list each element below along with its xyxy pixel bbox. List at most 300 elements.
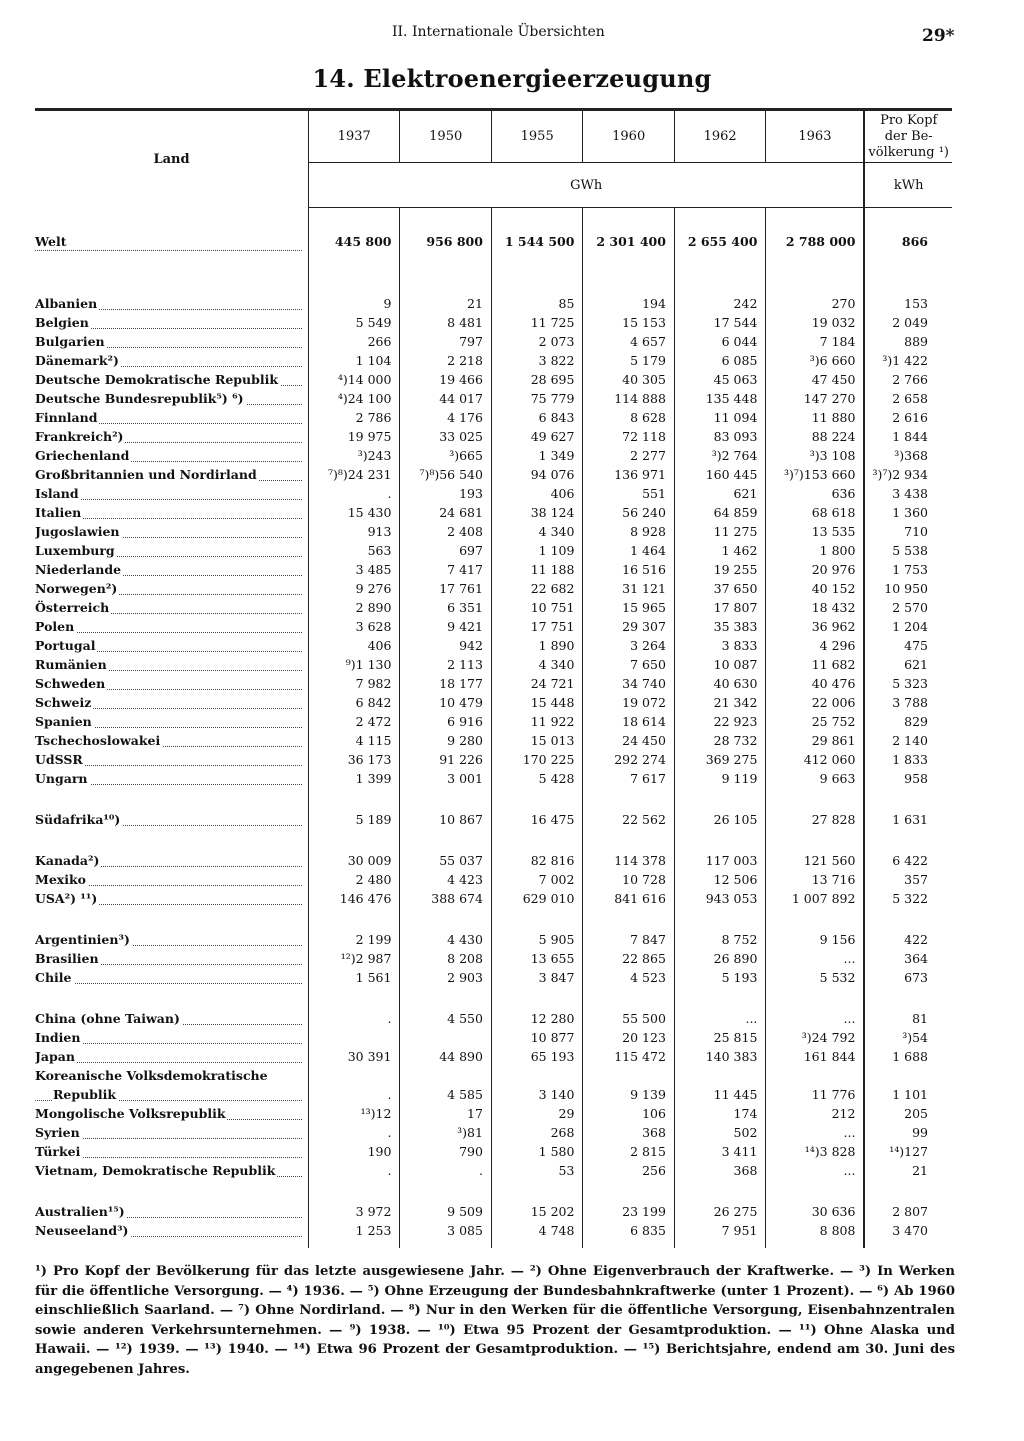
gwh-value: 34 740 [583,674,674,693]
running-header [0,24,1024,44]
table-row [35,230,952,254]
gwh-value: 11 094 [674,408,765,427]
gwh-value: 36 962 [766,617,865,636]
kwh-per-capita-value: 1 204 [864,617,952,636]
gwh-value: 15 013 [491,731,582,750]
gwh-value: 3 822 [491,351,582,370]
gwh-value: 797 [400,332,491,351]
kwh-per-capita-value: 2 570 [864,598,952,617]
gwh-value: 40 476 [766,674,865,693]
gwh-value: 161 844 [766,1047,865,1066]
gwh-value: 10 479 [400,693,491,712]
country-name [35,949,308,968]
gwh-value: 2 113 [400,655,491,674]
country-name [35,870,308,889]
country-label: UdSSR [35,752,83,767]
table-row [35,522,952,541]
gwh-value: 8 928 [583,522,674,541]
gwh-value: 3 140 [491,1085,582,1104]
country-name [35,1221,308,1240]
kwh-per-capita-value: 2 658 [864,389,952,408]
gwh-value: 25 815 [674,1028,765,1047]
gwh-value: 22 865 [583,949,674,968]
country-name [35,617,308,636]
gwh-value: 94 076 [491,465,582,484]
gwh-value: 45 063 [674,370,765,389]
country-label: Neuseeland³) [35,1223,129,1238]
gwh-value: 13 655 [491,949,582,968]
kwh-per-capita-value: 2 140 [864,731,952,750]
country-label: Indien [35,1030,81,1045]
country-name [35,313,308,332]
gwh-value: 15 430 [308,503,399,522]
country-label: Portugal [35,638,96,653]
gwh-value: 22 923 [674,712,765,731]
gwh-value: 17 544 [674,313,765,332]
gwh-value: 11 880 [766,408,865,427]
country-name [35,446,308,465]
gwh-value: 4 340 [491,522,582,541]
country-name [35,579,308,598]
country-name [35,408,308,427]
gwh-value: 44 890 [400,1047,491,1066]
gwh-value: 3 847 [491,968,582,987]
country-label: Spanien [35,714,92,729]
country-name [35,851,308,870]
gwh-value: 1 462 [674,541,765,560]
gwh-value: 4 340 [491,655,582,674]
country-label: Niederlande [35,562,122,577]
gwh-value: 11 725 [491,313,582,332]
gwh-value: 790 [400,1142,491,1161]
gwh-value: ... [766,1161,865,1180]
gwh-value [308,1028,399,1047]
gwh-value: 4 176 [400,408,491,427]
gwh-value: 193 [400,484,491,503]
electricity-table [35,108,952,1248]
country-label: Finnland [35,410,98,425]
country-label: Vietnam, Demokratische Republik [35,1163,276,1178]
country-label: Belgien [35,315,89,330]
gwh-value: 942 [400,636,491,655]
country-name [35,750,308,769]
gwh-value: 2 073 [491,332,582,351]
gwh-value: 5 179 [583,351,674,370]
table-row [35,930,952,949]
gwh-value: 19 032 [766,313,865,332]
gwh-value: ³)24 792 [766,1028,865,1047]
country-name [35,968,308,987]
gwh-value: 22 682 [491,579,582,598]
kwh-per-capita-value: 5 538 [864,541,952,560]
gwh-value: 6 842 [308,693,399,712]
gwh-value: 8 481 [400,313,491,332]
gwh-value: 68 618 [766,503,865,522]
gwh-value: 38 124 [491,503,582,522]
country-name [35,769,308,788]
gwh-value: 9 280 [400,731,491,750]
gwh-value: 56 240 [583,503,674,522]
gwh-value: 30 636 [766,1202,865,1221]
country-name [35,674,308,693]
gwh-value: 135 448 [674,389,765,408]
table-row [35,949,952,968]
kwh-per-capita-value: 364 [864,949,952,968]
gwh-value: 33 025 [400,427,491,446]
gwh-value: ³)3 108 [766,446,865,465]
gwh-value: 15 965 [583,598,674,617]
country-label: Italien [35,505,82,520]
gwh-value: 22 562 [583,810,674,829]
gwh-value: 114 888 [583,389,674,408]
gwh-value: 20 976 [766,560,865,579]
table-row [35,465,952,484]
country-name [35,1142,308,1161]
country-label: Mexiko [35,872,86,887]
gwh-value: 7 184 [766,332,865,351]
country-name [35,230,308,254]
gwh-value: 40 305 [583,370,674,389]
gwh-value: 29 861 [766,731,865,750]
gwh-value: 2 655 400 [674,230,765,254]
kwh-per-capita-value: 2 807 [864,1202,952,1221]
per-capita-header-line: Pro Kopf [880,113,938,128]
gwh-value: 6 843 [491,408,582,427]
gwh-value: 21 342 [674,693,765,712]
gwh-value: 35 383 [674,617,765,636]
group-spacer [35,908,952,930]
gwh-value: 37 650 [674,579,765,598]
kwh-per-capita-value: 621 [864,655,952,674]
gwh-value: 6 085 [674,351,765,370]
country-label: Türkei [35,1144,81,1159]
kwh-per-capita-value: 710 [864,522,952,541]
gwh-value: 5 189 [308,810,399,829]
gwh-value: 20 123 [583,1028,674,1047]
gwh-value: 190 [308,1142,399,1161]
table-row [35,769,952,788]
table-row [35,427,952,446]
gwh-value: 174 [674,1104,765,1123]
gwh-value: 26 275 [674,1202,765,1221]
footnotes [35,1262,955,1379]
gwh-value: 11 188 [491,560,582,579]
gwh-value: 19 466 [400,370,491,389]
gwh-value: 30 009 [308,851,399,870]
country-name [35,1066,308,1085]
gwh-value: 13 535 [766,522,865,541]
table-row [35,1028,952,1047]
table-row [35,541,952,560]
gwh-value: . [308,1123,399,1142]
gwh-value: 140 383 [674,1047,765,1066]
gwh-value: 1 349 [491,446,582,465]
gwh-value: 268 [491,1123,582,1142]
gwh-value: 26 890 [674,949,765,968]
gwh-value: 9 119 [674,769,765,788]
gwh-value: 1 253 [308,1221,399,1240]
kwh-per-capita-value [864,1066,952,1085]
table-row [35,810,952,829]
gwh-value: 502 [674,1123,765,1142]
country-name [35,1104,308,1123]
gwh-value: 115 472 [583,1047,674,1066]
year-header: 1963 [766,110,865,163]
table-row [35,655,952,674]
gwh-value: 9 [308,294,399,313]
gwh-value: 3 085 [400,1221,491,1240]
kwh-per-capita-value: 357 [864,870,952,889]
gwh-value: ¹³)12 [308,1104,399,1123]
country-name [35,693,308,712]
country-name [35,731,308,750]
footnotes-text: ¹) Pro Kopf der Bevölkerung für das letzte ausgewiesene Jahr. — ²) Ohne Eigenverbrauch der Kraftwerke. — ³) In Werken für die öffentliche Versorgung. — ⁴) 1936. — ⁵) Ohne Erzeugung der Bundesbahnkraftwerke (unter 1 Prozent). — ⁶) Ab 1960 einschließlich Saarland. — ⁷) Ohne Nordirland. — ⁸) Nur in den Werken für die öffentliche Versorgung, Eisenbahnzentralen sowie anderen Verkehrsunternehmen. — ⁹) 1938. — ¹⁰) Etwa 95 Prozent der Gesamtproduktion. — ¹¹) Ohne Alaska und Hawaii. — ¹²) 1939. — ¹³) 1940. — ¹⁴) Etwa 96 Prozent der Gesamtproduktion. — ¹⁵) Berichtsjahre, endend am 30. Juni des angegebenen Jahres. [35,1264,955,1377]
gwh-value: 55 037 [400,851,491,870]
gwh-value: 16 516 [583,560,674,579]
kwh-per-capita-value: ¹⁴)127 [864,1142,952,1161]
per-capita-header [864,110,952,163]
gwh-value: 3 628 [308,617,399,636]
gwh-value: 368 [583,1123,674,1142]
table-row [35,446,952,465]
gwh-value: 10 751 [491,598,582,617]
kwh-per-capita-value: 81 [864,1009,952,1028]
gwh-value: 2 480 [308,870,399,889]
kwh-per-capita-value: 6 422 [864,851,952,870]
land-header: Land [153,151,190,167]
kwh-per-capita-value: ³)54 [864,1028,952,1047]
gwh-value: ... [766,1009,865,1028]
gwh-value: ¹⁴)3 828 [766,1142,865,1161]
gwh-value: 1 800 [766,541,865,560]
gwh-value: ⁴)24 100 [308,389,399,408]
gwh-value: 7 951 [674,1221,765,1240]
gwh-value: 75 779 [491,389,582,408]
country-name [35,465,308,484]
gwh-value: 4 748 [491,1221,582,1240]
gwh-value: 11 275 [674,522,765,541]
country-name [35,484,308,503]
gwh-value: 12 280 [491,1009,582,1028]
gwh-value: 913 [308,522,399,541]
kwh-per-capita-value: 3 470 [864,1221,952,1240]
gwh-value: 18 614 [583,712,674,731]
gwh-value: 40 152 [766,579,865,598]
gwh-value: 1 561 [308,968,399,987]
gwh-value: 4 657 [583,332,674,351]
kwh-per-capita-value: 205 [864,1104,952,1123]
kwh-per-capita-value: 1 833 [864,750,952,769]
table-row [35,712,952,731]
gwh-value: ³)243 [308,446,399,465]
gwh-value: 8 208 [400,949,491,968]
gwh-value: 270 [766,294,865,313]
kwh-per-capita-value: 1 844 [864,427,952,446]
gwh-value: 697 [400,541,491,560]
country-label: USA²) ¹¹) [35,891,98,906]
table-row [35,1123,952,1142]
gwh-value: 18 432 [766,598,865,617]
unit-kwh: kWh [864,163,952,208]
gwh-value: 4 423 [400,870,491,889]
gwh-value: 25 752 [766,712,865,731]
gwh-value: 4 523 [583,968,674,987]
page-number: 29* [922,26,955,46]
gwh-value [766,1066,865,1085]
table-row [35,389,952,408]
unit-gwh: GWh [308,163,864,208]
gwh-value: 9 139 [583,1085,674,1104]
gwh-value: 40 630 [674,674,765,693]
country-label: Rumänien [35,657,107,672]
gwh-value: 12 506 [674,870,765,889]
country-label: Brasilien [35,951,99,966]
gwh-value: 11 445 [674,1085,765,1104]
gwh-value: 28 732 [674,731,765,750]
table-row [35,731,952,750]
gwh-value: . [308,1009,399,1028]
country-name [35,810,308,829]
year-header: 1960 [583,110,674,163]
country-name [35,1123,308,1142]
gwh-value [674,1066,765,1085]
gwh-value: 9 663 [766,769,865,788]
gwh-value: 4 296 [766,636,865,655]
country-label: Welt [35,234,67,249]
gwh-value: ³)2 764 [674,446,765,465]
gwh-value [583,1066,674,1085]
gwh-value: 53 [491,1161,582,1180]
kwh-per-capita-value: 673 [864,968,952,987]
kwh-per-capita-value: 3 438 [864,484,952,503]
gwh-value [400,1066,491,1085]
country-label: Norwegen²) [35,581,118,596]
country-label: China (ohne Taiwan) [35,1011,180,1026]
group-spacer [35,987,952,1009]
gwh-value [308,1066,399,1085]
gwh-value: 11 776 [766,1085,865,1104]
table-row [35,851,952,870]
gwh-value: 256 [583,1161,674,1180]
gwh-value: 629 010 [491,889,582,908]
kwh-per-capita-value: 866 [864,230,952,254]
kwh-per-capita-value: 10 950 [864,579,952,598]
gwh-value: 621 [674,484,765,503]
table-row [35,870,952,889]
gwh-value: 88 224 [766,427,865,446]
year-header: 1962 [674,110,765,163]
country-label: Südafrika¹⁰) [35,812,121,827]
gwh-value: 85 [491,294,582,313]
gwh-value: 2 472 [308,712,399,731]
kwh-per-capita-value: 958 [864,769,952,788]
table-title: 14. Elektroenergieerzeugung [312,64,712,93]
gwh-value: ... [766,949,865,968]
country-name [35,1202,308,1221]
gwh-value: 117 003 [674,851,765,870]
table-row [35,750,952,769]
gwh-value: 841 616 [583,889,674,908]
country-name [35,389,308,408]
country-name [35,294,308,313]
group-spacer [35,254,952,294]
country-label: Ungarn [35,771,88,786]
country-name [35,655,308,674]
gwh-value: 19 072 [583,693,674,712]
gwh-value: 15 448 [491,693,582,712]
gwh-value: 3 833 [674,636,765,655]
country-name [35,1161,308,1180]
gwh-value: 19 975 [308,427,399,446]
gwh-value: ⁷)⁸)24 231 [308,465,399,484]
kwh-per-capita-value: ³)⁷)2 934 [864,465,952,484]
gwh-value: 24 721 [491,674,582,693]
country-label: Japan [35,1049,75,1064]
gwh-value: 8 752 [674,930,765,949]
gwh-value: 10 877 [491,1028,582,1047]
table-row [35,636,952,655]
kwh-per-capita-value: ³)368 [864,446,952,465]
gwh-value: 27 828 [766,810,865,829]
gwh-value: 3 001 [400,769,491,788]
group-spacer [35,788,952,810]
gwh-value: ³)81 [400,1123,491,1142]
gwh-value: 47 450 [766,370,865,389]
gwh-value: 563 [308,541,399,560]
country-name [35,332,308,351]
kwh-per-capita-value: 2 616 [864,408,952,427]
country-label: Bulgarien [35,334,105,349]
kwh-per-capita-value: 1 101 [864,1085,952,1104]
gwh-value: 18 177 [400,674,491,693]
gwh-value: 160 445 [674,465,765,484]
gwh-value: 83 093 [674,427,765,446]
table-row [35,598,952,617]
gwh-value: 19 255 [674,560,765,579]
table-row [35,674,952,693]
kwh-per-capita-value: 422 [864,930,952,949]
country-name [35,1047,308,1066]
gwh-value: 292 274 [583,750,674,769]
gwh-value: 5 532 [766,968,865,987]
country-label: Island [35,486,79,501]
country-name [35,1085,308,1104]
gwh-value: ³)665 [400,446,491,465]
country-name [35,1009,308,1028]
table-row [35,889,952,908]
gwh-value: . [308,484,399,503]
table-row [35,1085,952,1104]
country-label: Luxemburg [35,543,115,558]
kwh-per-capita-value: 1 753 [864,560,952,579]
gwh-value: 29 [491,1104,582,1123]
kwh-per-capita-value: 2 766 [864,370,952,389]
gwh-value: ... [674,1009,765,1028]
gwh-value: 114 378 [583,851,674,870]
table-row [35,1161,952,1180]
gwh-value: 82 816 [491,851,582,870]
gwh-value: 406 [491,484,582,503]
gwh-value: 445 800 [308,230,399,254]
gwh-value: 551 [583,484,674,503]
table-row [35,1066,952,1085]
gwh-value: 11 682 [766,655,865,674]
gwh-value: 2 408 [400,522,491,541]
kwh-per-capita-value: 475 [864,636,952,655]
table-row [35,313,952,332]
country-name [35,930,308,949]
country-label: Deutsche Demokratische Republik [35,372,279,387]
